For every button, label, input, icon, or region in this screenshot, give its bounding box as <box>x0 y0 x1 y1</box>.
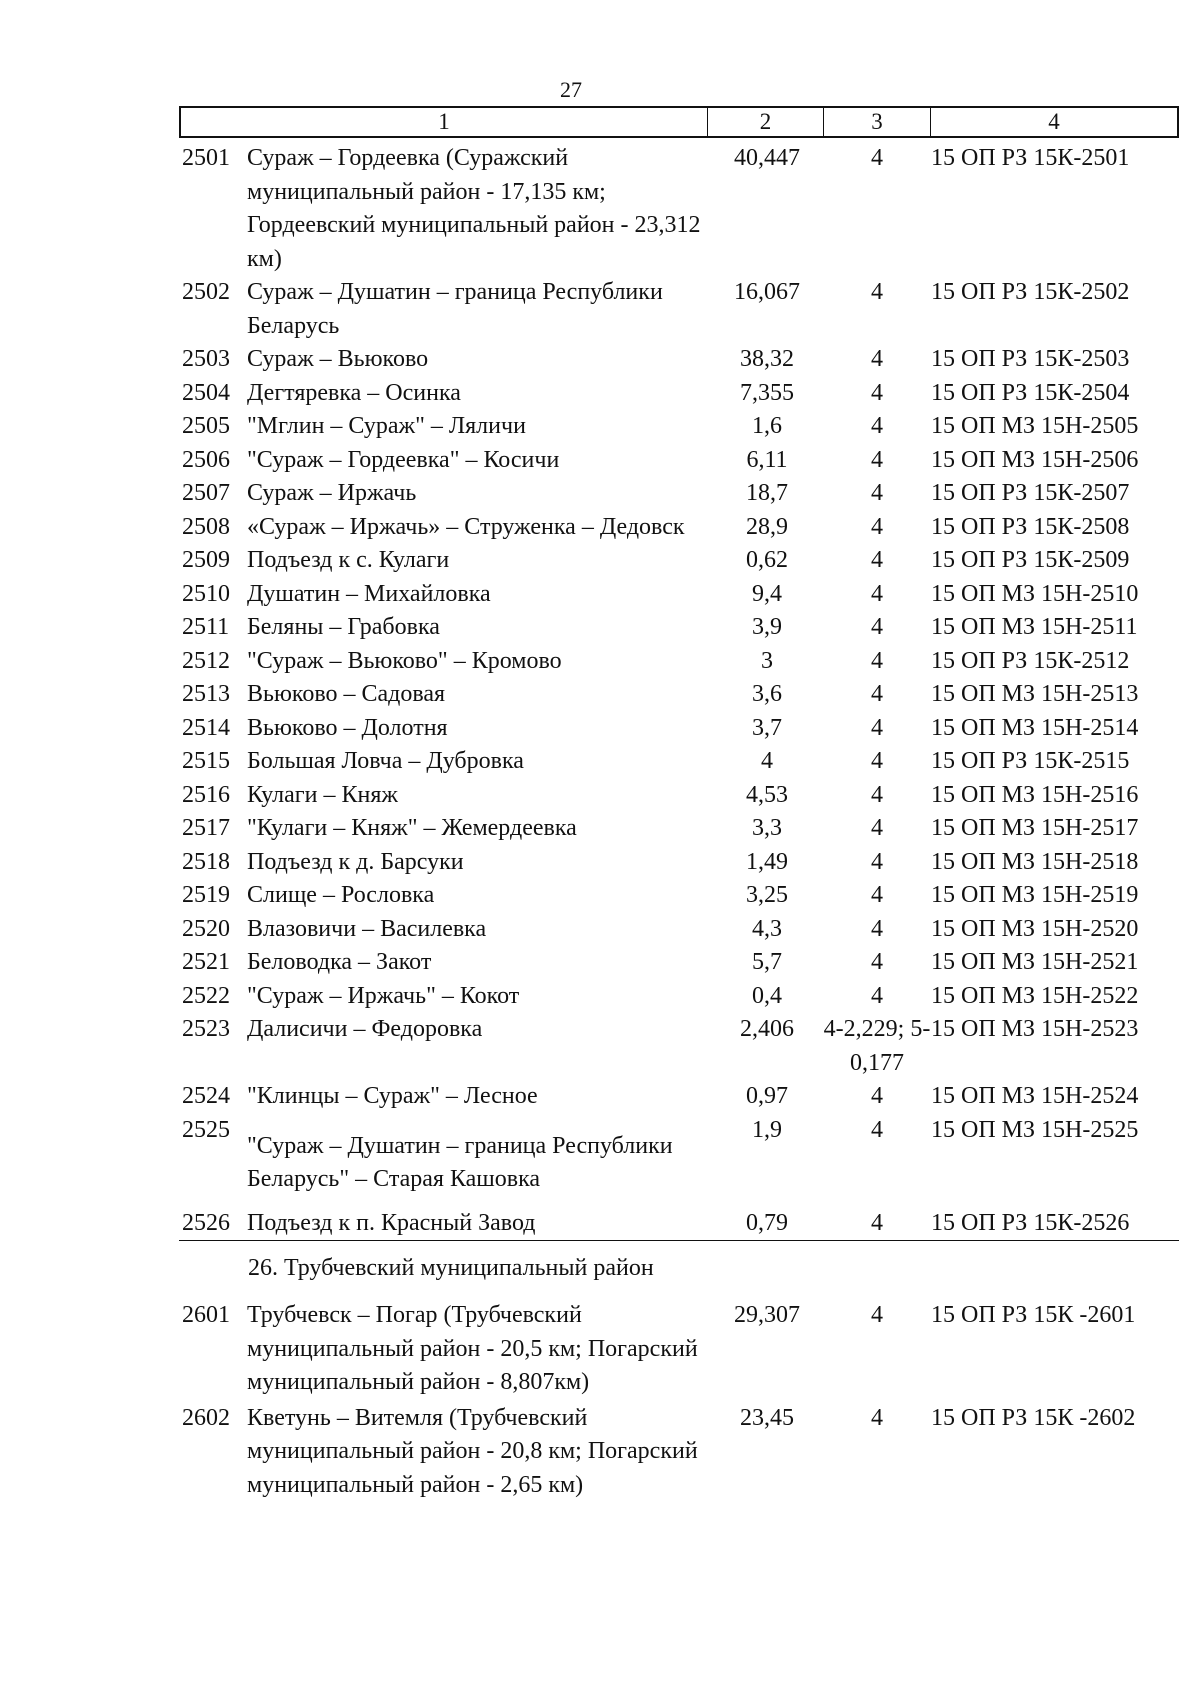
road-name: Дегтяревка – Осинка <box>247 379 461 406</box>
road-length: 3,3 <box>752 815 782 841</box>
road-number: 2523 <box>182 1016 230 1042</box>
road-length: 38,32 <box>740 346 794 372</box>
road-name: Слище – Рословка <box>247 882 435 908</box>
road-length: 28,9 <box>746 513 788 540</box>
table-row <box>182 142 1182 276</box>
road-id: 15 ОП МЗ 15Н-2522 <box>931 982 1139 1009</box>
road-length: 0,79 <box>746 1209 788 1236</box>
header-col-4: 4 <box>930 108 1177 136</box>
road-length: 29,307 <box>734 1302 800 1328</box>
road-id: 15 ОП РЗ 15К -2602 <box>931 1404 1136 1431</box>
table-row <box>182 1402 1182 1503</box>
road-number: 2512 <box>182 647 230 674</box>
road-category: 4 <box>871 1083 883 1109</box>
table-row <box>182 377 1182 411</box>
table-row <box>182 544 1182 578</box>
road-category: 4 <box>871 614 883 640</box>
road-length: 0,4 <box>752 982 782 1009</box>
road-name: Кветунь – Витемля (Трубчевский муниципальный район - 20,8 км; Погарский муниципальный район - 2,65 км) <box>247 1404 698 1498</box>
table-row <box>182 1114 1182 1197</box>
road-length: 0,62 <box>746 547 788 573</box>
road-name: "Мглин – Сураж" – Ляличи <box>247 413 526 439</box>
road-id: 15 ОП МЗ 15Н-2525 <box>931 1116 1139 1143</box>
road-category: 4 <box>871 513 883 540</box>
road-number: 2515 <box>182 748 230 774</box>
road-id: 15 ОП РЗ 15К-2504 <box>931 379 1130 406</box>
road-name: Сураж – Душатин – граница Республики Беларусь <box>247 279 663 339</box>
table-row <box>182 578 1182 612</box>
road-number: 2506 <box>182 446 230 473</box>
road-category: 4 <box>871 915 883 942</box>
road-number: 2502 <box>182 279 230 305</box>
road-length: 3,7 <box>752 714 782 741</box>
road-category: 4 <box>871 379 883 406</box>
road-name: Сураж – Гордеевка (Суражский муниципальный район - 17,135 км; Гордеевский муниципальный район - 23,312 км) <box>247 145 701 272</box>
rows-district-26 <box>182 1299 1182 1502</box>
table-row <box>182 812 1182 846</box>
road-name: Большая Ловча – Дубровка <box>247 748 524 774</box>
road-category: 4 <box>871 848 883 875</box>
road-name: Подъезд к п. Красный Завод <box>247 1209 536 1236</box>
road-id: 15 ОП МЗ 15Н-2505 <box>931 413 1139 439</box>
table-row <box>182 276 1182 343</box>
road-id: 15 ОП МЗ 15Н-2521 <box>931 949 1139 975</box>
road-category: 4 <box>871 714 883 741</box>
road-length: 3,6 <box>752 681 782 707</box>
road-name: Трубчевск – Погар (Трубчевский муниципальный район - 20,5 км; Погарский муниципальный район - 8,807км) <box>247 1302 698 1395</box>
road-category: 4 <box>871 982 883 1009</box>
road-category: 4 <box>871 279 883 305</box>
road-category: 4 <box>871 580 883 607</box>
road-name: Влазовичи – Василевка <box>247 915 487 942</box>
road-number: 2505 <box>182 413 230 439</box>
road-name: Сураж – Иржачь <box>247 480 417 506</box>
table-row <box>182 511 1182 545</box>
road-number: 2509 <box>182 547 230 573</box>
road-id: 15 ОП МЗ 15Н-2506 <box>931 446 1139 473</box>
table-row <box>182 611 1182 645</box>
road-length: 7,355 <box>740 379 794 406</box>
road-category: 4 <box>871 346 883 372</box>
road-id: 15 ОП МЗ 15Н-2518 <box>931 848 1139 875</box>
road-name: Кулаги – Княж <box>247 781 398 808</box>
road-number: 2513 <box>182 681 230 707</box>
road-number: 2507 <box>182 480 230 506</box>
table-row <box>182 846 1182 880</box>
road-number: 2516 <box>182 781 230 808</box>
table-row <box>182 779 1182 813</box>
road-id: 15 ОП МЗ 15Н-2513 <box>931 681 1139 707</box>
road-name: "Сураж – Иржачь" – Кокот <box>247 982 520 1009</box>
table-row <box>182 1080 1182 1114</box>
table-row <box>182 1299 1182 1400</box>
road-number: 2601 <box>182 1302 230 1328</box>
road-length: 4,3 <box>752 915 782 942</box>
road-number: 2511 <box>182 614 230 640</box>
road-number: 2520 <box>182 915 230 942</box>
road-length: 18,7 <box>746 480 788 506</box>
table-row <box>182 1207 1182 1241</box>
road-length: 1,9 <box>752 1116 782 1143</box>
header-col-2: 2 <box>707 108 823 136</box>
road-id: 15 ОП МЗ 15Н-2520 <box>931 915 1139 942</box>
road-number: 2521 <box>182 949 230 975</box>
road-name: Сураж – Вьюково <box>247 346 429 372</box>
road-id: 15 ОП МЗ 15Н-2514 <box>931 714 1139 741</box>
road-number: 2503 <box>182 346 230 372</box>
road-name: Беляны – Грабовка <box>247 614 440 640</box>
road-category: 4 <box>871 446 883 473</box>
road-id: 15 ОП РЗ 15К-2512 <box>931 647 1130 674</box>
table-row <box>182 678 1182 712</box>
road-name: Подъезд к с. Кулаги <box>247 547 450 573</box>
road-category: 4 <box>871 547 883 573</box>
road-id: 15 ОП РЗ 15К-2515 <box>931 748 1130 774</box>
rows-district-25 <box>182 142 1182 1240</box>
road-category: 4 <box>871 681 883 707</box>
table-row <box>182 343 1182 377</box>
road-name: Вьюково – Садовая <box>247 681 446 707</box>
road-number: 2524 <box>182 1083 230 1109</box>
road-category: 4 <box>871 480 883 506</box>
road-length: 3 <box>761 647 773 674</box>
road-category: 4 <box>871 1404 883 1431</box>
road-length: 23,45 <box>740 1404 794 1431</box>
table-row <box>182 879 1182 913</box>
road-length: 3,9 <box>752 614 782 640</box>
road-category: 4 <box>871 882 883 908</box>
road-category: 4 <box>871 647 883 674</box>
road-name: Беловодка – Закот <box>247 949 432 975</box>
road-id: 15 ОП РЗ 15К -2601 <box>931 1302 1136 1328</box>
road-category: 4 <box>871 413 883 439</box>
road-id: 15 ОП МЗ 15Н-2519 <box>931 882 1139 908</box>
table-header <box>179 106 1179 138</box>
road-id: 15 ОП РЗ 15К-2508 <box>931 513 1130 540</box>
road-number: 2514 <box>182 714 230 741</box>
road-id: 15 ОП РЗ 15К-2526 <box>931 1209 1130 1236</box>
road-category: 4 <box>871 949 883 975</box>
table-row <box>182 444 1182 478</box>
table-row <box>182 477 1182 511</box>
road-number: 2501 <box>182 145 230 171</box>
road-category: 4 <box>871 815 883 841</box>
road-category: 4 <box>871 1116 883 1143</box>
road-category: 4 <box>871 748 883 774</box>
road-category: 4 <box>871 781 883 808</box>
road-length: 2,406 <box>740 1016 794 1042</box>
table-body <box>182 142 1182 1504</box>
road-id: 15 ОП МЗ 15Н-2523 <box>931 1016 1139 1042</box>
road-length: 40,447 <box>734 145 800 171</box>
table-row <box>182 946 1182 980</box>
road-id: 15 ОП РЗ 15К-2501 <box>931 145 1130 171</box>
road-number: 2602 <box>182 1404 230 1431</box>
section-title: 26. Трубчевский муниципальный район <box>248 1255 654 1281</box>
road-length: 4,53 <box>746 781 788 808</box>
road-length: 0,97 <box>746 1083 788 1109</box>
road-length: 9,4 <box>752 580 782 607</box>
road-id: 15 ОП РЗ 15К-2509 <box>931 547 1130 573</box>
road-number: 2519 <box>182 882 230 908</box>
road-name: "Сураж – Гордеевка" – Косичи <box>247 446 560 473</box>
header-col-3: 3 <box>823 108 930 136</box>
road-name: «Сураж – Иржачь» – Струженка – Дедовск <box>247 513 685 540</box>
road-id: 15 ОП МЗ 15Н-2511 <box>931 614 1138 640</box>
table-row <box>182 745 1182 779</box>
road-name: "Кулаги – Княж" – Жемердеевка <box>247 815 577 841</box>
table-row <box>182 712 1182 746</box>
road-id: 15 ОП РЗ 15К-2507 <box>931 480 1130 506</box>
road-number: 2518 <box>182 848 230 875</box>
road-id: 15 ОП МЗ 15Н-2517 <box>931 815 1139 841</box>
table-row <box>182 410 1182 444</box>
page-number: 27 <box>560 77 582 102</box>
road-id: 15 ОП РЗ 15К-2503 <box>931 346 1130 372</box>
road-name: Далисичи – Федоровка <box>247 1016 483 1042</box>
road-number: 2510 <box>182 580 230 607</box>
table-row <box>182 1013 1182 1080</box>
road-length: 1,49 <box>746 848 788 875</box>
road-length: 16,067 <box>734 279 800 305</box>
road-number: 2526 <box>182 1209 230 1236</box>
header-col-1: 1 <box>438 109 450 134</box>
road-name: Подъезд к д. Барсуки <box>247 848 464 875</box>
road-id: 15 ОП РЗ 15К-2502 <box>931 279 1130 305</box>
road-number: 2525 <box>182 1116 230 1143</box>
road-length: 1,6 <box>752 413 782 439</box>
road-category: 4 <box>871 145 883 171</box>
table-row <box>182 980 1182 1014</box>
road-name: "Клинцы – Сураж" – Лесное <box>247 1083 538 1109</box>
section-divider <box>179 1240 1179 1241</box>
road-number: 2504 <box>182 379 230 406</box>
road-id: 15 ОП МЗ 15Н-2524 <box>931 1083 1139 1109</box>
road-name: Вьюково – Долотня <box>247 714 448 741</box>
road-name: "Сураж – Душатин – граница Республики Беларусь" – Старая Кашовка <box>247 1132 673 1192</box>
road-length: 5,7 <box>752 949 782 975</box>
table-row <box>182 645 1182 679</box>
road-category: 4 <box>871 1302 883 1328</box>
road-length: 3,25 <box>746 882 788 908</box>
road-category: 4 <box>871 1209 883 1236</box>
road-name: "Сураж – Вьюково" – Кромово <box>247 647 562 674</box>
road-length: 4 <box>761 748 773 774</box>
road-number: 2517 <box>182 815 230 841</box>
road-number: 2522 <box>182 982 230 1009</box>
road-number: 2508 <box>182 513 230 540</box>
road-name: Душатин – Михайловка <box>247 580 491 607</box>
road-id: 15 ОП МЗ 15Н-2510 <box>931 580 1139 607</box>
table-row <box>182 913 1182 947</box>
road-id: 15 ОП МЗ 15Н-2516 <box>931 781 1139 808</box>
road-category: 4-2,229; 5-0,177 <box>823 1016 931 1076</box>
road-length: 6,11 <box>746 446 788 473</box>
